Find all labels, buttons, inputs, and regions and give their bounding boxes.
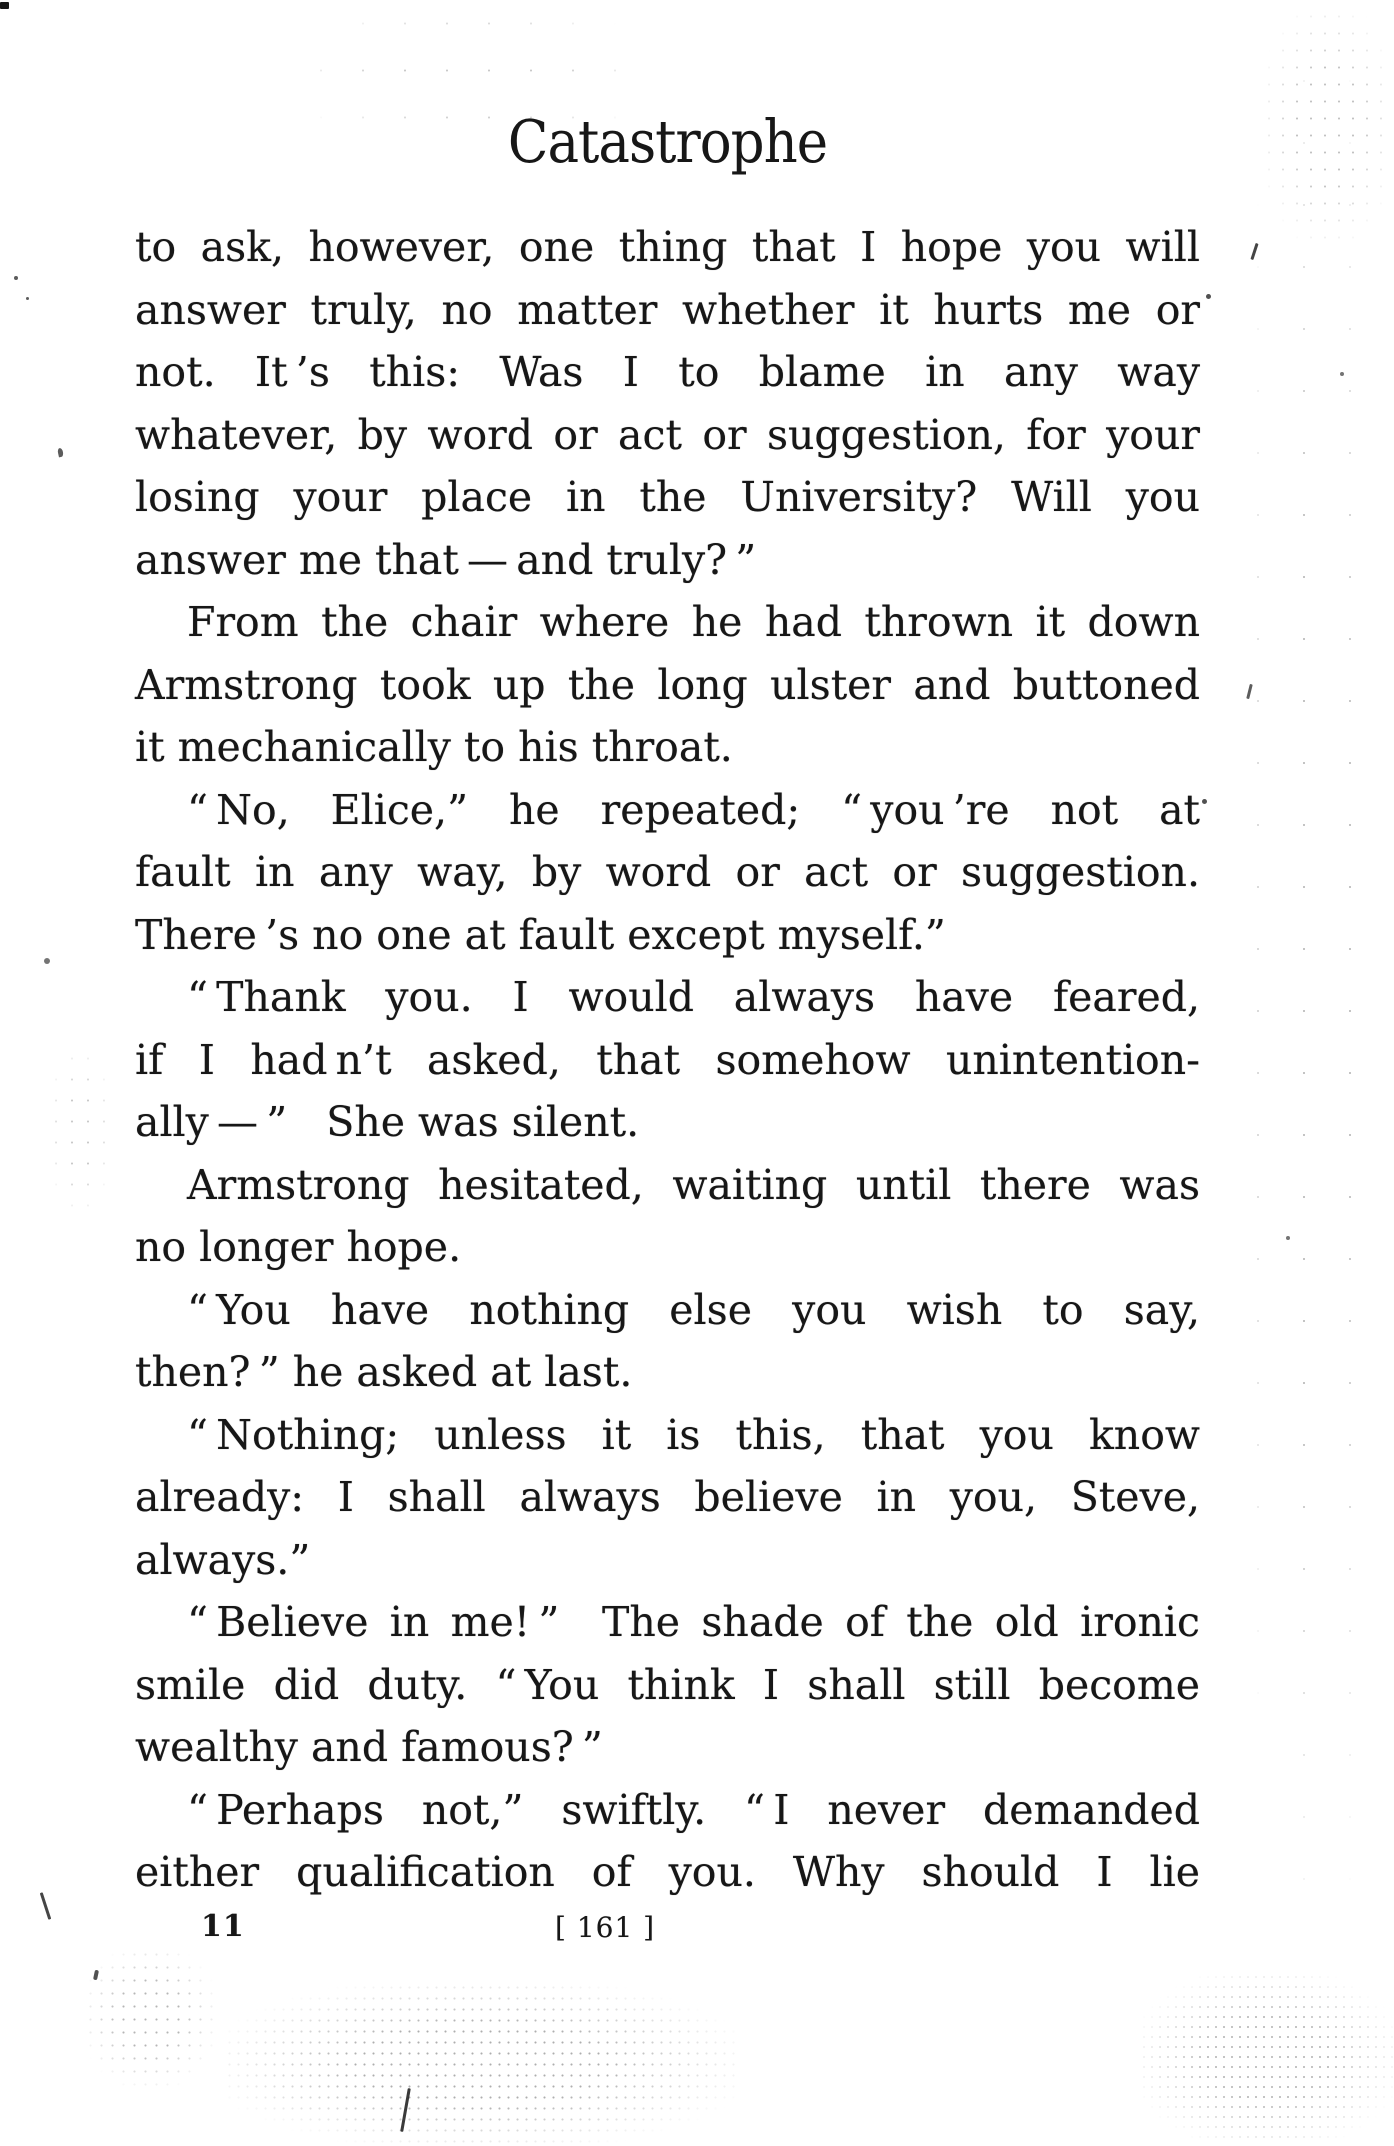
text-line: either qualification of you. Why should I lie xyxy=(135,1848,1200,1896)
text-line: losing your place in the University? Will you xyxy=(135,473,1200,521)
text-line: “ Nothing; unless it is this, that you know xyxy=(187,1410,1200,1459)
scan-mark xyxy=(1286,1236,1290,1240)
scan-noise-left-margin xyxy=(48,1048,112,1213)
text-line: There ’s no one at fault except myself.” xyxy=(135,910,946,959)
text-line: if I had n’t asked, that somehow unintention- xyxy=(135,1035,1200,1084)
scan-mark xyxy=(44,958,50,964)
scan-noise-bottom-center xyxy=(225,1982,735,2146)
scan-noise-bottom-left xyxy=(85,1948,215,2086)
text-line: Armstrong took up the long ulster and buttoned xyxy=(135,660,1200,709)
text-line: Armstrong hesitated, waiting until there was xyxy=(187,1160,1200,1209)
text-line: “ Thank you. I would always have feared, xyxy=(187,973,1200,1021)
scan-mark xyxy=(1206,294,1211,299)
text-line: “ No, Elice,” he repeated; “ you ’re not at xyxy=(187,785,1200,834)
text-line: “ Perhaps not,” swiftly. “ I never demanded xyxy=(187,1785,1200,1834)
scan-mark xyxy=(1250,243,1258,260)
text-line: “ You have nothing else you wish to say, xyxy=(187,1285,1200,1334)
scan-mark xyxy=(40,1892,52,1920)
page-footer xyxy=(135,1903,1200,1955)
text-line: no longer hope. xyxy=(135,1223,462,1271)
text-line: wealthy and famous? ” xyxy=(135,1723,603,1771)
text-line: it mechanically to his throat. xyxy=(135,723,733,771)
text-line: then? ” he asked at last. xyxy=(135,1348,633,1396)
text-line: fault in any way, by word or act or suggestion. xyxy=(135,848,1200,896)
scan-mark xyxy=(57,448,64,458)
text-line: smile did duty. “ You think I shall still become xyxy=(135,1660,1200,1709)
scan-noise-right-margin xyxy=(1235,50,1394,1900)
text-line: already: I shall always believe in you, Steve, xyxy=(135,1473,1200,1521)
scan-mark xyxy=(1202,799,1207,804)
chapter-title: Catastrophe xyxy=(507,108,828,177)
scan-mark xyxy=(400,2088,411,2132)
text-line: From the chair where he had thrown it down xyxy=(187,598,1200,646)
text-line: “ Believe in me! ” The shade of the old ironic xyxy=(187,1598,1200,1646)
text-line: answer truly, no matter whether it hurts me or xyxy=(135,285,1200,334)
scan-noise-bottom-right xyxy=(1140,1972,1394,2146)
scan-noise-top-right xyxy=(1262,8,1394,243)
scan-mark xyxy=(14,276,18,280)
folio-page-number: [ 161 ] xyxy=(555,1911,656,1944)
page-body xyxy=(135,216,1200,1904)
signature-number: 11 xyxy=(201,1909,245,1944)
text-line: answer me that — and truly? ” xyxy=(135,535,757,584)
scan-mark xyxy=(93,1970,99,1981)
scan-mark xyxy=(1340,372,1344,376)
text-line: ally — ” She was silent. xyxy=(135,1098,640,1146)
text-line: to ask, however, one thing that I hope you will xyxy=(135,223,1200,271)
text-line: always.” xyxy=(135,1535,311,1584)
scan-mark xyxy=(0,2,9,9)
scan-mark xyxy=(26,297,29,300)
text-line: whatever, by word or act or suggestion, for your xyxy=(135,410,1200,459)
scan-mark xyxy=(1246,684,1253,699)
text-line: not. It ’s this: Was I to blame in any way xyxy=(135,348,1200,396)
